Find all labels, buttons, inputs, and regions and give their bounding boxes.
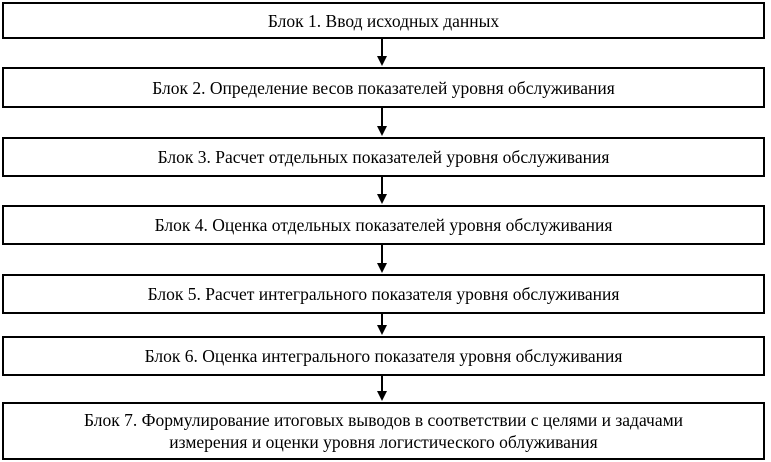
arrow-down-icon (376, 39, 388, 67)
block-2-label: Блок 2. Определение весов показателей уровня обслуживания (152, 77, 615, 98)
block-2 (2, 67, 765, 108)
block-3-label: Блок 3. Расчет отдельных показателей уровня обслуживания (157, 147, 610, 167)
arrow-down-icon (376, 177, 388, 205)
block-3 (2, 137, 765, 177)
block-6 (2, 336, 765, 376)
block-6-label: Блок 6. Оценка интегрального показателя уровня обслуживания (144, 346, 623, 366)
arrow-down-icon (376, 108, 388, 137)
block-5 (2, 274, 765, 314)
block-1 (2, 2, 765, 39)
block-4-label: Блок 4. Оценка отдельных показателей уровня обслуживания (154, 215, 613, 235)
arrow-down-icon (376, 245, 388, 274)
block-5-label: Блок 5. Расчет интегрального показателя уровня обслуживания (147, 284, 620, 304)
block-7 (2, 402, 765, 460)
arrow-down-icon (376, 376, 388, 402)
block-7-label-line-2: измерения и оценки уровня логистического облуживания (169, 432, 598, 452)
arrow-down-icon (376, 314, 388, 336)
block-1-label: Блок 1. Ввод исходных данных (267, 10, 500, 31)
block-4 (2, 205, 765, 245)
block-7-label-line-1: Блок 7. Формулирование итоговых выводов в соответствии с целями и задачами (83, 410, 684, 430)
